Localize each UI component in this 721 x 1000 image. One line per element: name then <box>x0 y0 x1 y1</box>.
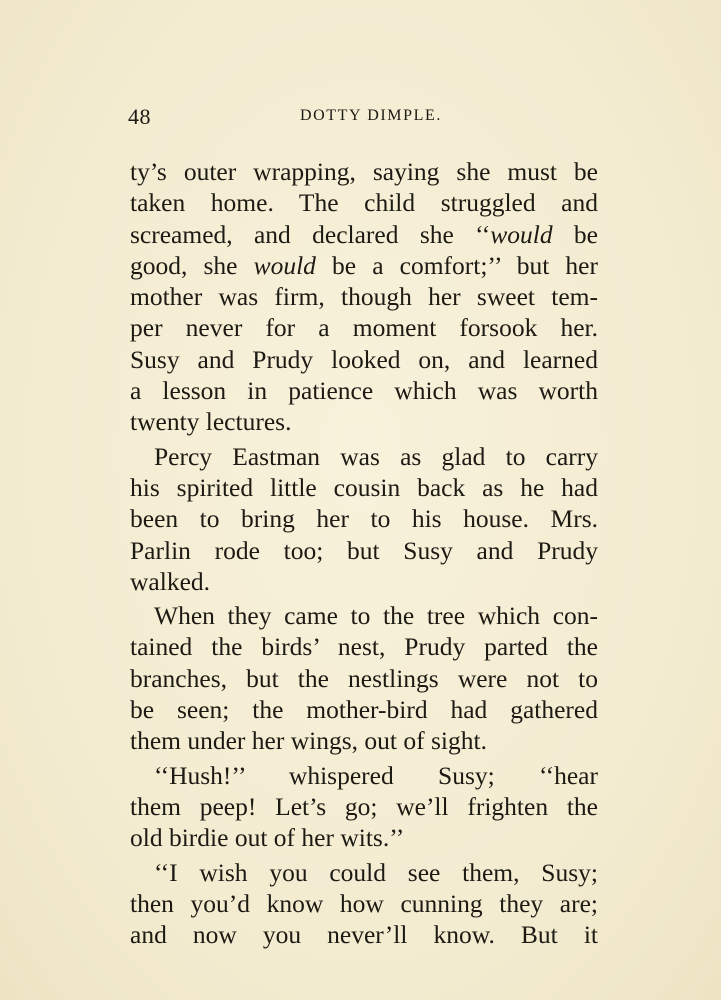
text-line: ty’s outer wrapping, saying she must be <box>130 157 598 186</box>
text-line: them peep! Let’s go; we’ll frighten the <box>130 791 598 821</box>
running-head: DOTTY DIMPLE. <box>300 107 442 124</box>
page-header <box>128 104 598 128</box>
text-line: his spirited little cousin back as he had <box>130 472 598 502</box>
paragraph-start: ‘‘Hush!’’ whispered Susy; ‘‘hear <box>154 760 598 790</box>
text-line: and now you never’ll know. But it <box>130 920 598 950</box>
text-line: twenty lectures. <box>130 407 292 437</box>
text-line: good, she would be a comfort;’’ but her <box>130 250 598 280</box>
text-line: taken home. The child struggled and <box>130 188 598 218</box>
emphasis: would <box>490 219 553 249</box>
paragraph-start: ‘‘I wish you could see them, Susy; <box>154 857 598 887</box>
text-line: tained the birds’ nest, Prudy parted the <box>130 632 598 662</box>
body-text <box>130 156 598 950</box>
text-line: mother was firm, though her sweet tem- <box>130 282 598 312</box>
paragraph-start: When they came to the tree which con- <box>154 601 598 631</box>
text-line: branches, but the nestlings were not to <box>130 663 598 693</box>
text-line: them under her wings, out of sight. <box>130 726 487 756</box>
page-number: 48 <box>128 104 151 129</box>
text-line: per never for a moment forsook her. <box>130 313 598 343</box>
text-line: old birdie out of her wits.’’ <box>130 823 405 853</box>
text-line: walked. <box>130 566 211 596</box>
text-line: then you’d know how cunning they are; <box>130 888 598 918</box>
text-line: Susy and Prudy looked on, and learned <box>130 344 598 374</box>
emphasis: would <box>253 250 316 280</box>
text-line: be seen; the mother-bird had gathered <box>130 695 598 725</box>
text-line: Parlin rode too; but Susy and Prudy <box>130 535 598 565</box>
text-line: screamed, and declared she ‘‘would be <box>130 219 598 249</box>
text-line: been to bring her to his house. Mrs. <box>130 504 598 534</box>
paragraph-start: Percy Eastman was as glad to carry <box>154 441 598 471</box>
text-line: a lesson in patience which was worth <box>130 376 598 406</box>
